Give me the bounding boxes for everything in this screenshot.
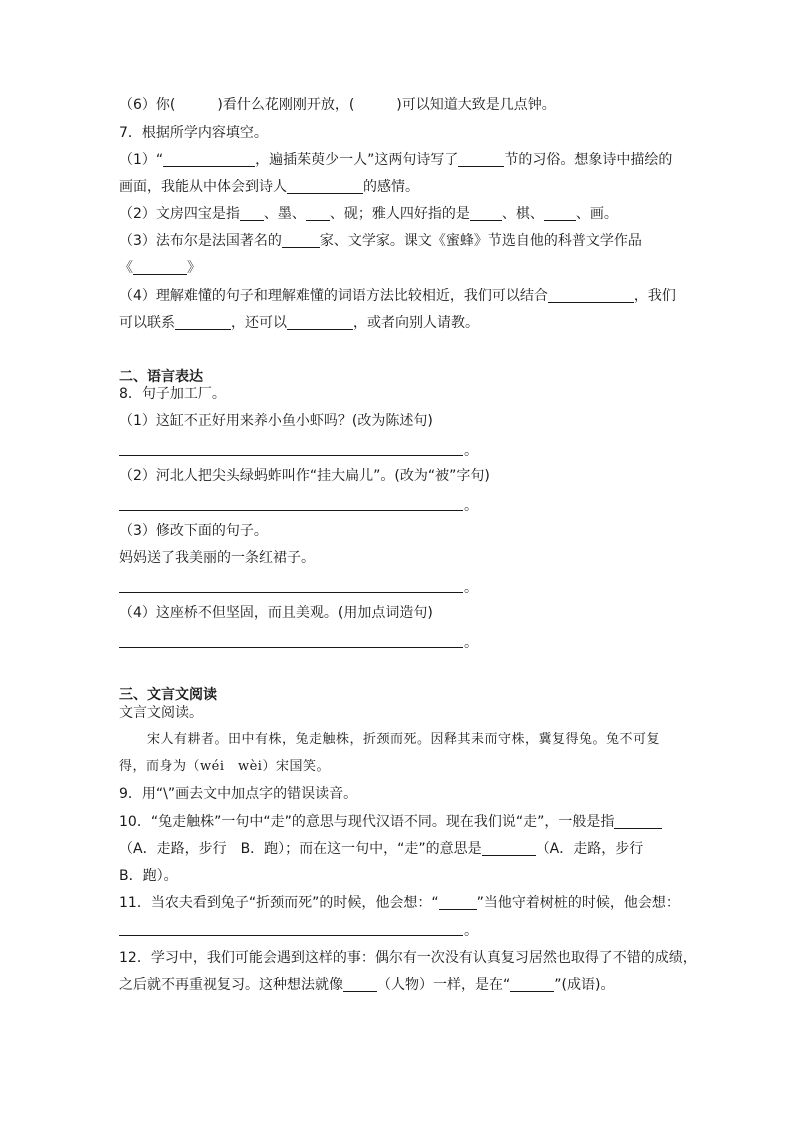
classical-text-line-2: 得，而身为（wéi wèi）宋国笑。 [119,759,330,774]
answer-blank[interactable] [343,977,377,992]
answer-blank[interactable] [548,288,634,303]
classical-text-line-1: 宋人有耕者。田中有株，兔走触株，折颈而死。因释其耒而守株，冀复得兔。兔不可复 [147,732,661,747]
answer-blank[interactable] [510,977,554,992]
text: 、画。 [575,206,618,222]
period: 。 [464,635,478,651]
text: 节的习俗。想象诗中描绘的 [504,152,673,168]
answer-blank[interactable] [306,206,330,221]
question-7-4-line-1 [119,286,676,306]
text: 家、文学家。课文《蜜蜂》节选自他的科普文学作品 [319,233,642,249]
text: （A．走路，步行 B．跑）；而在这一句中，“走”的意思是 [119,841,482,857]
period: 。 [464,443,478,459]
question-10-line-3: B．跑）。 [119,868,178,884]
question-10-line-2 [119,839,643,859]
question-8-stem: 8．句子加工厂。 [119,386,226,402]
answer-blank[interactable] [544,206,576,221]
answer-blank[interactable] [175,315,231,330]
text: ，遍插茱萸少一人”这两句诗写了 [255,152,459,168]
period: 。 [464,923,478,939]
answer-blank[interactable] [470,206,502,221]
text: （人物）一样，是在“ [377,977,511,993]
period: 。 [464,580,478,596]
question-7-4-line-2 [119,313,479,333]
question-10-line-1 [119,812,662,832]
question-12-line-1: 12．学习中，我们可能会遇到这样的事：偶尔有一次没有认真复习居然也取得了不错的成绩， [119,950,697,966]
period: 。 [464,498,478,514]
section-2-heading: 二、语言表达 [119,369,203,385]
answer-line[interactable] [119,455,463,456]
answer-blank[interactable] [614,814,662,829]
text: （2）文房四宝是指 [119,206,240,222]
text: 的感情。 [363,179,419,195]
text: 》 [187,260,201,276]
text: ，我们 [633,288,676,304]
text: 、墨、 [263,206,306,222]
text: （3）法布尔是法国著名的 [119,233,282,249]
answer-blank[interactable] [287,315,353,330]
question-7-3-line-1 [119,231,642,251]
question-7-3-line-2 [119,258,201,278]
text: ，还可以 [231,315,287,331]
text: ”当他守着树桩的时候，他会想： [476,895,680,911]
text: 10．“兔走触株”一句中“走”的意思与现代汉语不同。现在我们说“走”，一般是指 [119,814,615,830]
text: （A．走路，步行 [535,841,644,857]
question-11 [119,893,680,913]
answer-line[interactable] [119,510,463,511]
reading-intro: 文言文阅读。 [119,705,203,721]
text: 11．当农夫看到兔子“折颈而死”的时候，他会想：“ [119,895,439,911]
answer-blank[interactable] [133,260,187,275]
text: ，或者向别人请教。 [353,315,479,331]
text: （4）理解难懂的句子和理解难懂的词语方法比较相近，我们可以结合 [119,288,548,304]
answer-line[interactable] [119,647,463,648]
text: 、棋、 [501,206,544,222]
question-8-2: （2）河北人把尖头绿蚂蚱叫作“挂大扁儿”。(改为“被”字句) [119,468,490,484]
question-9: 9．用“\”画去文中加点字的错误读音。 [119,786,358,802]
question-8-3: （3）修改下面的句子。 [119,523,268,539]
answer-blank[interactable] [482,841,536,856]
question-7-stem: 7．根据所学内容填空。 [119,125,268,141]
question-7-1-line-2 [119,177,419,197]
text: 之后就不再重视复习。这种想法就像 [119,977,343,993]
text: 画面，我能从中体会到诗人 [119,179,287,195]
text: 、砚；雅人四好指的是 [329,206,470,222]
answer-blank[interactable] [240,206,264,221]
question-6-part-6: （6）你( )看什么花刚刚开放，( )可以知道大致是几点钟。 [119,97,556,113]
text: ”(成语)。 [554,977,615,993]
question-7-2 [119,204,618,224]
answer-line[interactable] [119,935,463,936]
section-3-heading: 三、文言文阅读 [119,687,217,703]
text: （1）“ [119,152,164,168]
answer-line[interactable] [119,592,463,593]
answer-blank[interactable] [458,152,504,167]
question-12-line-2 [119,975,614,995]
answer-blank[interactable] [163,152,255,167]
answer-blank[interactable] [439,895,477,910]
question-8-1: （1）这缸不正好用来养小鱼小虾吗？(改为陈述句) [119,413,433,429]
text: 可以联系 [119,315,175,331]
question-8-4: （4）这座桥不但坚固，而且美观。(用加点词造句) [119,605,433,621]
question-8-3-sentence: 妈妈送了我美丽的一条红裙子。 [119,550,315,566]
question-7-1-line-1 [119,150,672,170]
answer-blank[interactable] [287,179,363,194]
text: 《 [119,260,133,276]
answer-blank[interactable] [282,233,320,248]
